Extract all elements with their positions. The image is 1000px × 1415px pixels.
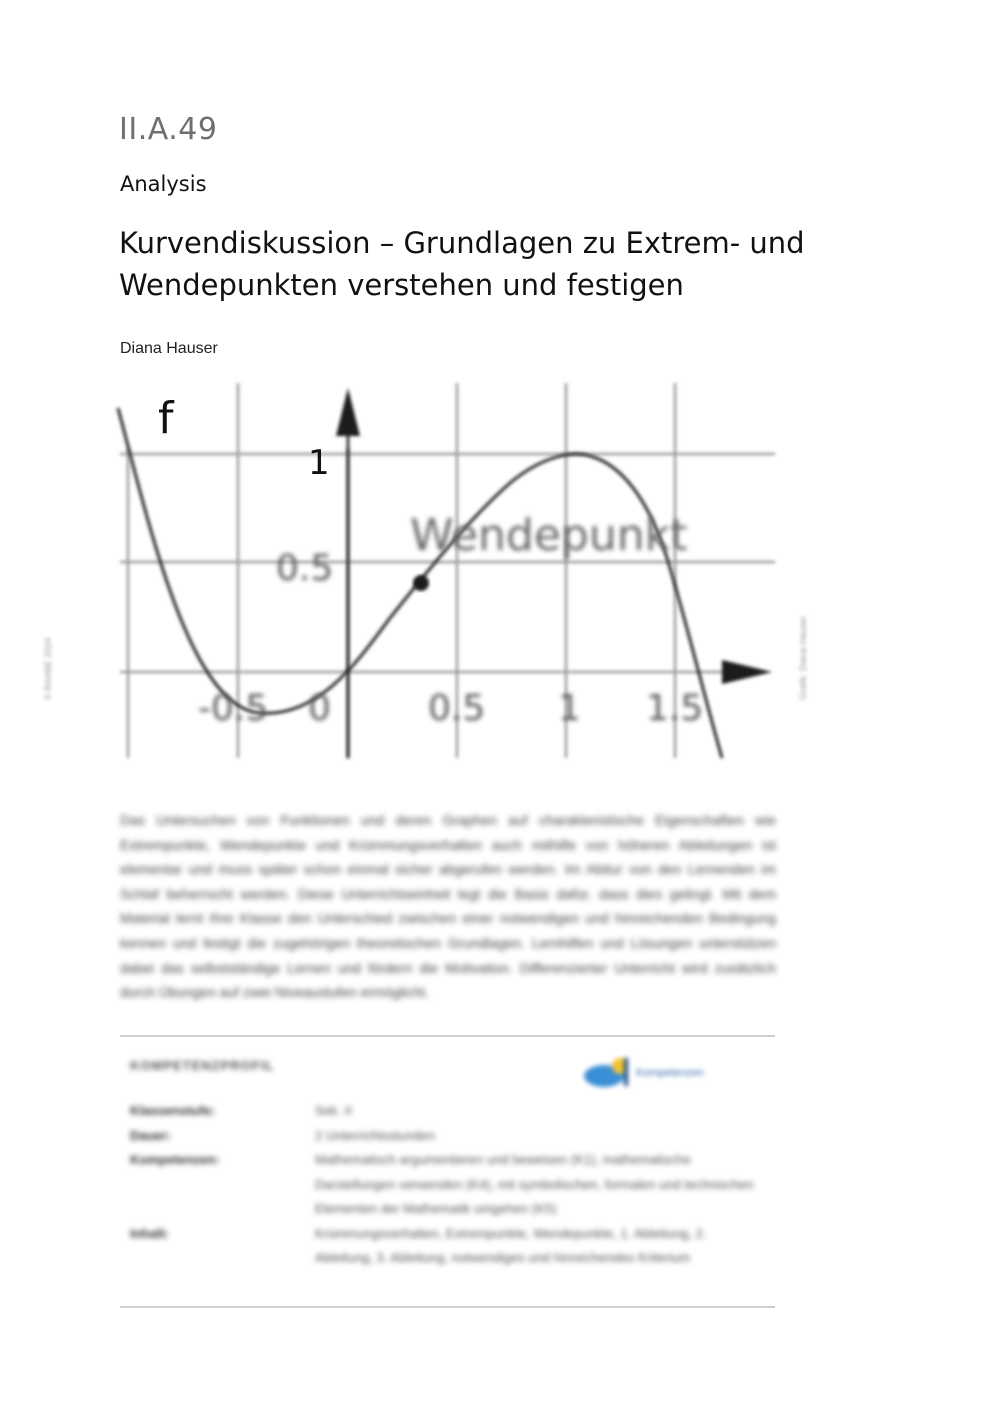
function-label: f xyxy=(158,393,174,444)
x-tick-0-5: 0.5 xyxy=(428,688,486,729)
inflection-point xyxy=(413,575,429,591)
y-tick-1: 1 xyxy=(308,443,330,483)
right-credit: Grafik: Diana Hauser xyxy=(798,615,808,700)
profile-row xyxy=(130,1148,770,1222)
x-tick-0: 0 xyxy=(308,688,331,729)
profile-row xyxy=(130,1124,770,1149)
logo-text: Kompetenzen xyxy=(636,1067,704,1079)
profile-key: Kompetenzen: xyxy=(130,1152,220,1167)
author-name: Diana Hauser xyxy=(120,340,218,357)
title-line-1: Kurvendiskussion – Grundlagen zu Extrem- und xyxy=(119,226,805,260)
profile-value: Mathematisch argumentieren und beweisen (K1), mathematische Darstellungen verwenden (K4), mit symbolischen, formalen und technischen Elementen der Mathematik umgehen (K5) xyxy=(315,1152,754,1216)
intro-paragraph: Das Untersuchen von Funktionen und deren Graphen auf charakteristische Eigenschaften wie Extrempunkte, Wendepunkte und Krümmungsverhalten auch mithilfe von höheren Ableitungen ist elementar und muss später schon einmal sicher abgerufen werden. Im Abitur von den Lernenden im Schlaf beherrscht werden. Diese Unterrichtseinheit legt die Basis dafür, dass dies gelingt. Mit dem Material lernt Ihre Klasse den Unterschied zwischen einer notwendigen und hinreichenden Bedingung kennen und festigt die zugehörigen theoretischen Grundlagen. Lernhilfen und Lösungen unterstützen dabei das selbstständige Lernen und fördern die Motivation. Differenzierter Unterricht wird zusätzlich durch Übungen auf zwei Niveaustufen ermöglicht. xyxy=(120,812,776,1001)
document-title xyxy=(119,222,819,306)
profile-value: 2 Unterrichtsstunden xyxy=(315,1127,435,1143)
document-code: II.A.49 xyxy=(119,112,218,147)
divider-top xyxy=(120,1035,775,1037)
profile-key: Inhalt: xyxy=(130,1225,169,1241)
profile-row xyxy=(130,1099,770,1124)
profile-value: Krümmungsverhalten, Extrempunkte, Wendepunkte, 1. Ableitung, 2. Ableitung, 3. Ableitung, notwendiges und hinreichendes Kriterium xyxy=(315,1225,707,1265)
x-tick-1-5: 1.5 xyxy=(646,688,704,729)
left-credit: © RAABE 2024 xyxy=(43,637,53,700)
profile-heading: KOMPETENZPROFIL xyxy=(130,1058,275,1073)
function-graph xyxy=(110,378,800,768)
inflection-label: Wendepunkt xyxy=(410,510,688,561)
y-axis-arrow-icon xyxy=(336,388,360,436)
x-tick-minus-0-5: -0.5 xyxy=(198,688,269,729)
divider-bottom xyxy=(120,1306,775,1308)
y-tick-0-5: 0.5 xyxy=(276,548,334,589)
title-line-2: Wendepunkten verstehen und festigen xyxy=(119,268,684,302)
x-tick-1: 1 xyxy=(558,688,581,729)
profile-value: Sek. II xyxy=(315,1103,352,1118)
profile-row xyxy=(130,1222,770,1271)
subject-label: Analysis xyxy=(120,172,207,196)
standards-logo xyxy=(582,1052,772,1092)
profile-key: Klassenstufe: xyxy=(130,1103,216,1118)
profile-key: Dauer: xyxy=(130,1127,172,1143)
x-axis-arrow-icon xyxy=(722,660,772,684)
